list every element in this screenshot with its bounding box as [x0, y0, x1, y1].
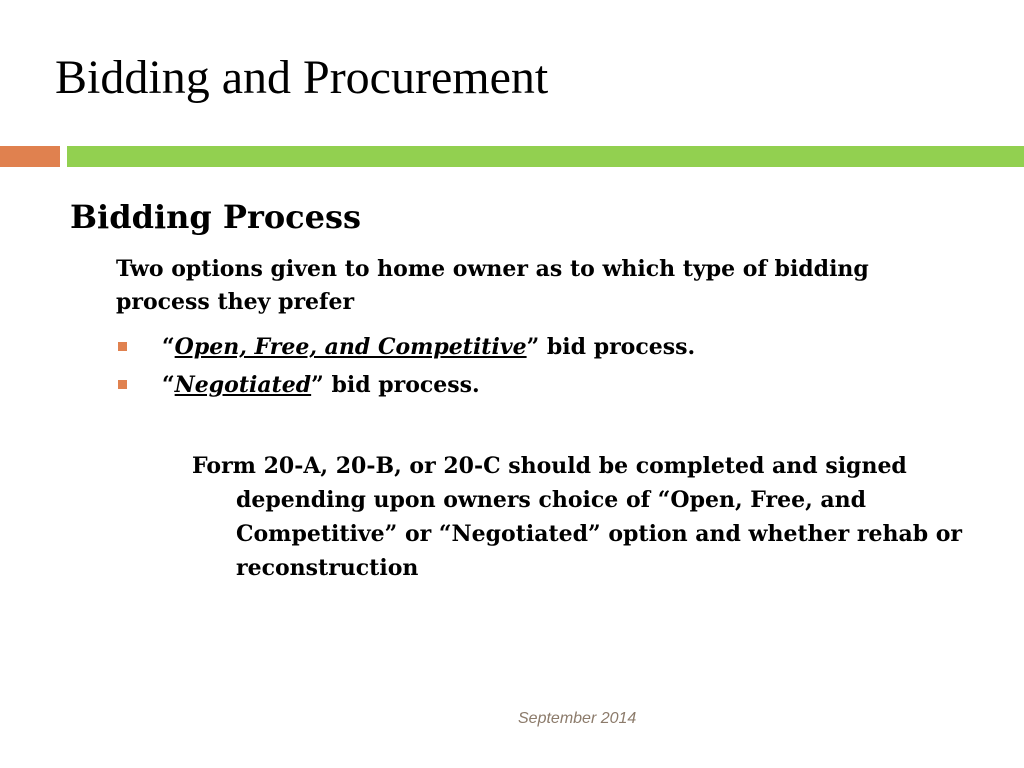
bullet-rest: ” bid process. [526, 334, 696, 360]
slide-title: Bidding and Procurement [55, 51, 549, 104]
footer-date: September 2014 [518, 710, 637, 727]
open-quote: “ [162, 334, 175, 360]
bullet-rest: ” bid process. [311, 372, 480, 398]
section-heading: Bidding Process [70, 198, 362, 236]
bullet-emphasis: Negotiated [174, 372, 312, 398]
bullet-list [116, 328, 695, 404]
bullet-emphasis: Open, Free, and Competitive [174, 334, 527, 360]
square-bullet-icon [118, 342, 127, 351]
form-note: Form 20-A, 20-B, or 20-C should be completed and signed depending upon owners choice of “Open, Free, and Competitive” or “Negotiated” option and whether rehab or reconstruction [192, 453, 963, 581]
intro-text: Two options given to home owner as to which type of bidding process they prefer [116, 256, 869, 315]
square-bullet-icon [118, 380, 127, 389]
accent-bar-orange [0, 146, 60, 167]
accent-bar-green [67, 146, 1024, 167]
bullet-item-negotiated [116, 366, 695, 404]
bullet-item-open-free-competitive [116, 328, 695, 366]
open-quote: “ [162, 372, 175, 398]
